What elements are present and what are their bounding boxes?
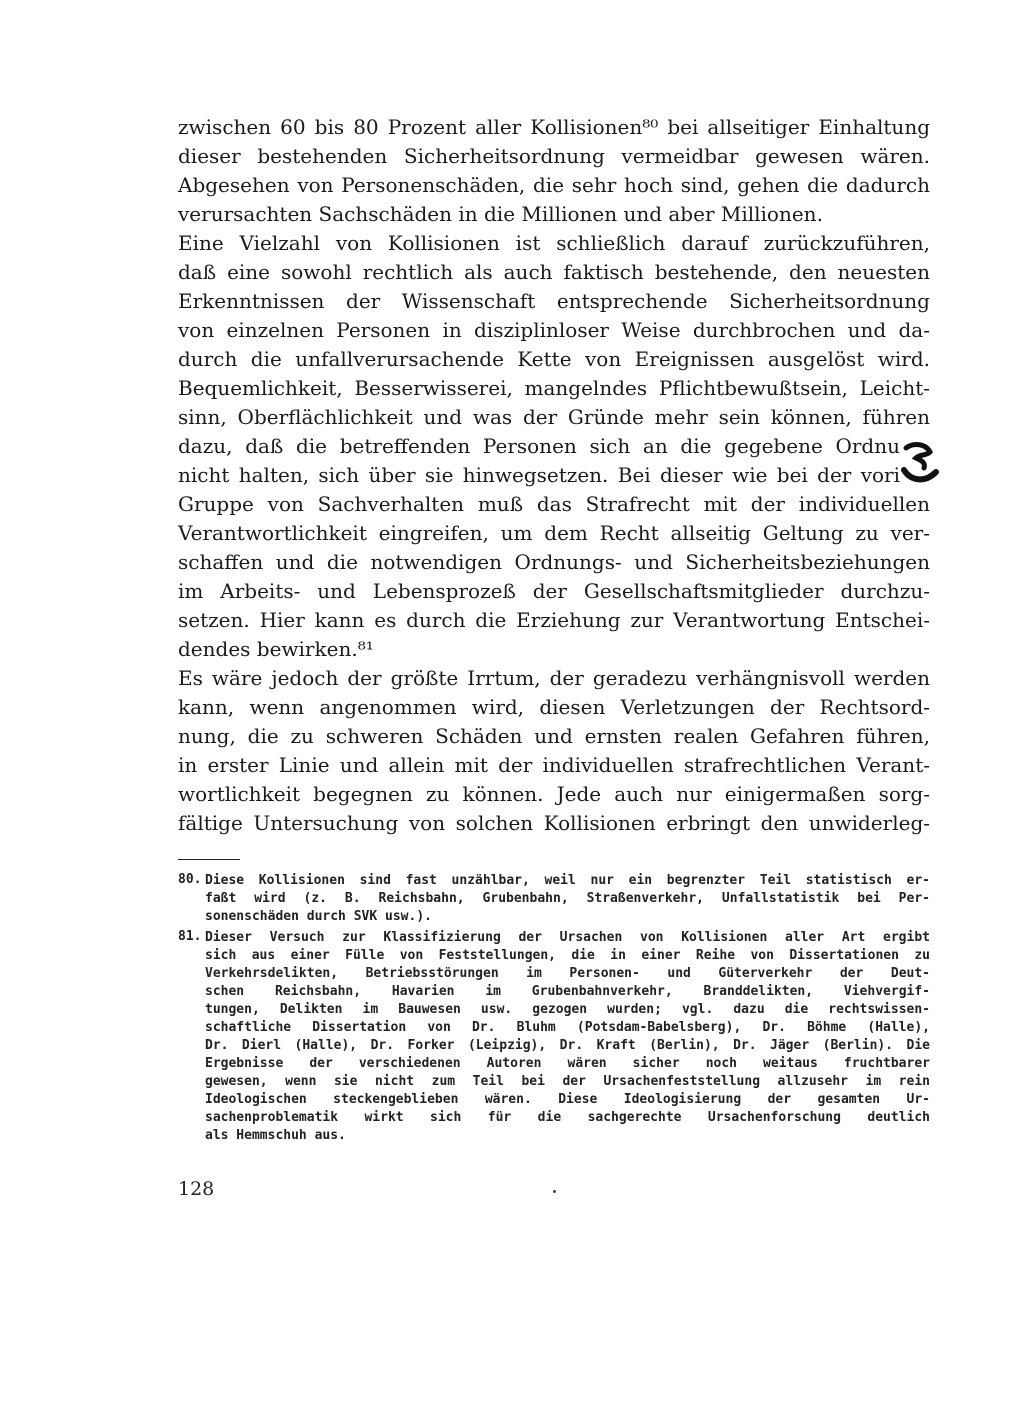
footnote-81: [178, 929, 930, 1145]
body-line: dieser bestehenden Sicherheitsordnung vermeidbar gewesen wären.: [178, 144, 930, 168]
body-line: im Arbeits- und Lebensprozeß der Gesellschaftsmitglieder durchzu-: [178, 579, 930, 603]
ink-smudge: [900, 440, 940, 488]
body-line: daß eine sowohl rechtlich als auch faktisch bestehende, den neuesten: [178, 260, 930, 284]
footnote-line: Ergebnisse der verschiedenen Autoren wären sicher noch weitaus fruchtbarer: [205, 1056, 930, 1071]
body-line: Abgesehen von Personenschäden, die sehr hoch sind, gehen die dadurch: [178, 173, 930, 197]
footnote-separator: [178, 859, 240, 860]
body-line: nung, die zu schweren Schäden und ernsten realen Gefahren führen,: [178, 724, 930, 748]
footnote-line: schen Reichsbahn, Havarien im Grubenbahnverkehr, Branddelikten, Viehvergif-: [205, 984, 930, 999]
body-line: in erster Linie und allein mit der individuellen strafrechtlichen Verant-: [178, 753, 930, 777]
body-line: Erkenntnissen der Wissenschaft entsprechende Sicherheitsordnung: [178, 289, 930, 313]
body-line: Gruppe von Sachverhalten muß das Strafrecht mit der individuellen: [178, 492, 930, 516]
body-line: Bequemlichkeit, Besserwisserei, mangelndes Pflichtbewußtsein, Leicht-: [178, 376, 930, 400]
body-line: setzen. Hier kann es durch die Erziehung zur Verantwortung Entschei-: [178, 608, 930, 632]
footnote-line: sonenschäden durch SVK usw.).: [205, 909, 432, 924]
footnote-line: faßt wird (z. B. Reichsbahn, Grubenbahn, Straßenverkehr, Unfallstatistik bei Per-: [205, 891, 930, 906]
footnote-number: 81.: [178, 929, 202, 944]
body-line: fältige Untersuchung von solchen Kollisionen erbringt den unwiderleg-: [178, 811, 930, 835]
footnote-line: Dr. Dierl (Halle), Dr. Forker (Leipzig), Dr. Kraft (Berlin), Dr. Jäger (Berlin). Die: [205, 1038, 930, 1053]
body-line: wortlichkeit begegnen zu können. Jede auch nur einigermaßen sorg-: [178, 782, 930, 806]
body-text: [178, 113, 930, 838]
page-number: 128: [178, 1178, 215, 1200]
footnote-line: sich aus einer Fülle von Feststellungen, die in einer Reihe von Dissertationen zu: [205, 948, 930, 963]
footnote-line: schaftliche Dissertation von Dr. Bluhm (Potsdam-Babelsberg), Dr. Böhme (Halle),: [205, 1020, 930, 1035]
footnote-line: Diese Kollisionen sind fast unzählbar, weil nur ein begrenzter Teil statistisch er-: [205, 873, 930, 888]
body-line: dendes bewirken.⁸¹: [178, 637, 374, 661]
ink-speck: [553, 1190, 556, 1193]
footnote-line: gewesen, wenn sie nicht zum Teil bei der Ursachenfeststellung allzusehr im rein: [205, 1074, 930, 1089]
body-line: sinn, Oberflächlichkeit und was der Gründe mehr sein können, führen: [178, 405, 930, 429]
body-line: Es wäre jedoch der größte Irrtum, der geradezu verhängnisvoll werden: [178, 666, 930, 690]
footnote-line: Verkehrsdelikten, Betriebsstörungen im Personen- und Güterverkehr der Deut-: [205, 966, 930, 981]
footnote-line: als Hemmschuh aus.: [205, 1128, 346, 1143]
body-line: von einzelnen Personen in disziplinloser Weise durchbrochen und da-: [178, 318, 930, 342]
footnote-line: tungen, Delikten im Bauwesen usw. gezogen wurden; vgl. dazu die rechtswissen-: [205, 1002, 930, 1017]
footnote-line: Dieser Versuch zur Klassifizierung der Ursachen von Kollisionen aller Art ergibt: [205, 930, 930, 945]
footnote-number: 80.: [178, 872, 202, 887]
body-line: verursachten Sachschäden in die Millionen und aber Millionen.: [178, 202, 823, 226]
body-line: nicht halten, sich über sie hinwegsetzen. Bei dieser wie bei der vori: [178, 463, 900, 487]
body-line: kann, wenn angenommen wird, diesen Verletzungen der Rechtsord-: [178, 695, 930, 719]
footnote-line: sachenproblematik wirkt sich für die sachgerechte Ursachenforschung deutlich: [205, 1110, 930, 1125]
body-line: dazu, daß die betreffenden Personen sich an die gegebene Ordnu: [178, 434, 900, 458]
footnote-80: [178, 872, 930, 926]
body-line: Eine Vielzahl von Kollisionen ist schließlich darauf zurückzuführen,: [178, 231, 930, 255]
footnote-line: Ideologischen steckengeblieben wären. Diese Ideologisierung der gesamten Ur-: [205, 1092, 930, 1107]
body-line: durch die unfallverursachende Kette von Ereignissen ausgelöst wird.: [178, 347, 930, 371]
body-line: zwischen 60 bis 80 Prozent aller Kollisionen⁸⁰ bei allseitiger Einhaltung: [178, 115, 930, 139]
footnotes: [178, 872, 930, 1148]
body-line: schaffen und die notwendigen Ordnungs- und Sicherheitsbeziehungen: [178, 550, 930, 574]
body-line: Verantwortlichkeit eingreifen, um dem Recht allseitig Geltung zu ver-: [178, 521, 930, 545]
